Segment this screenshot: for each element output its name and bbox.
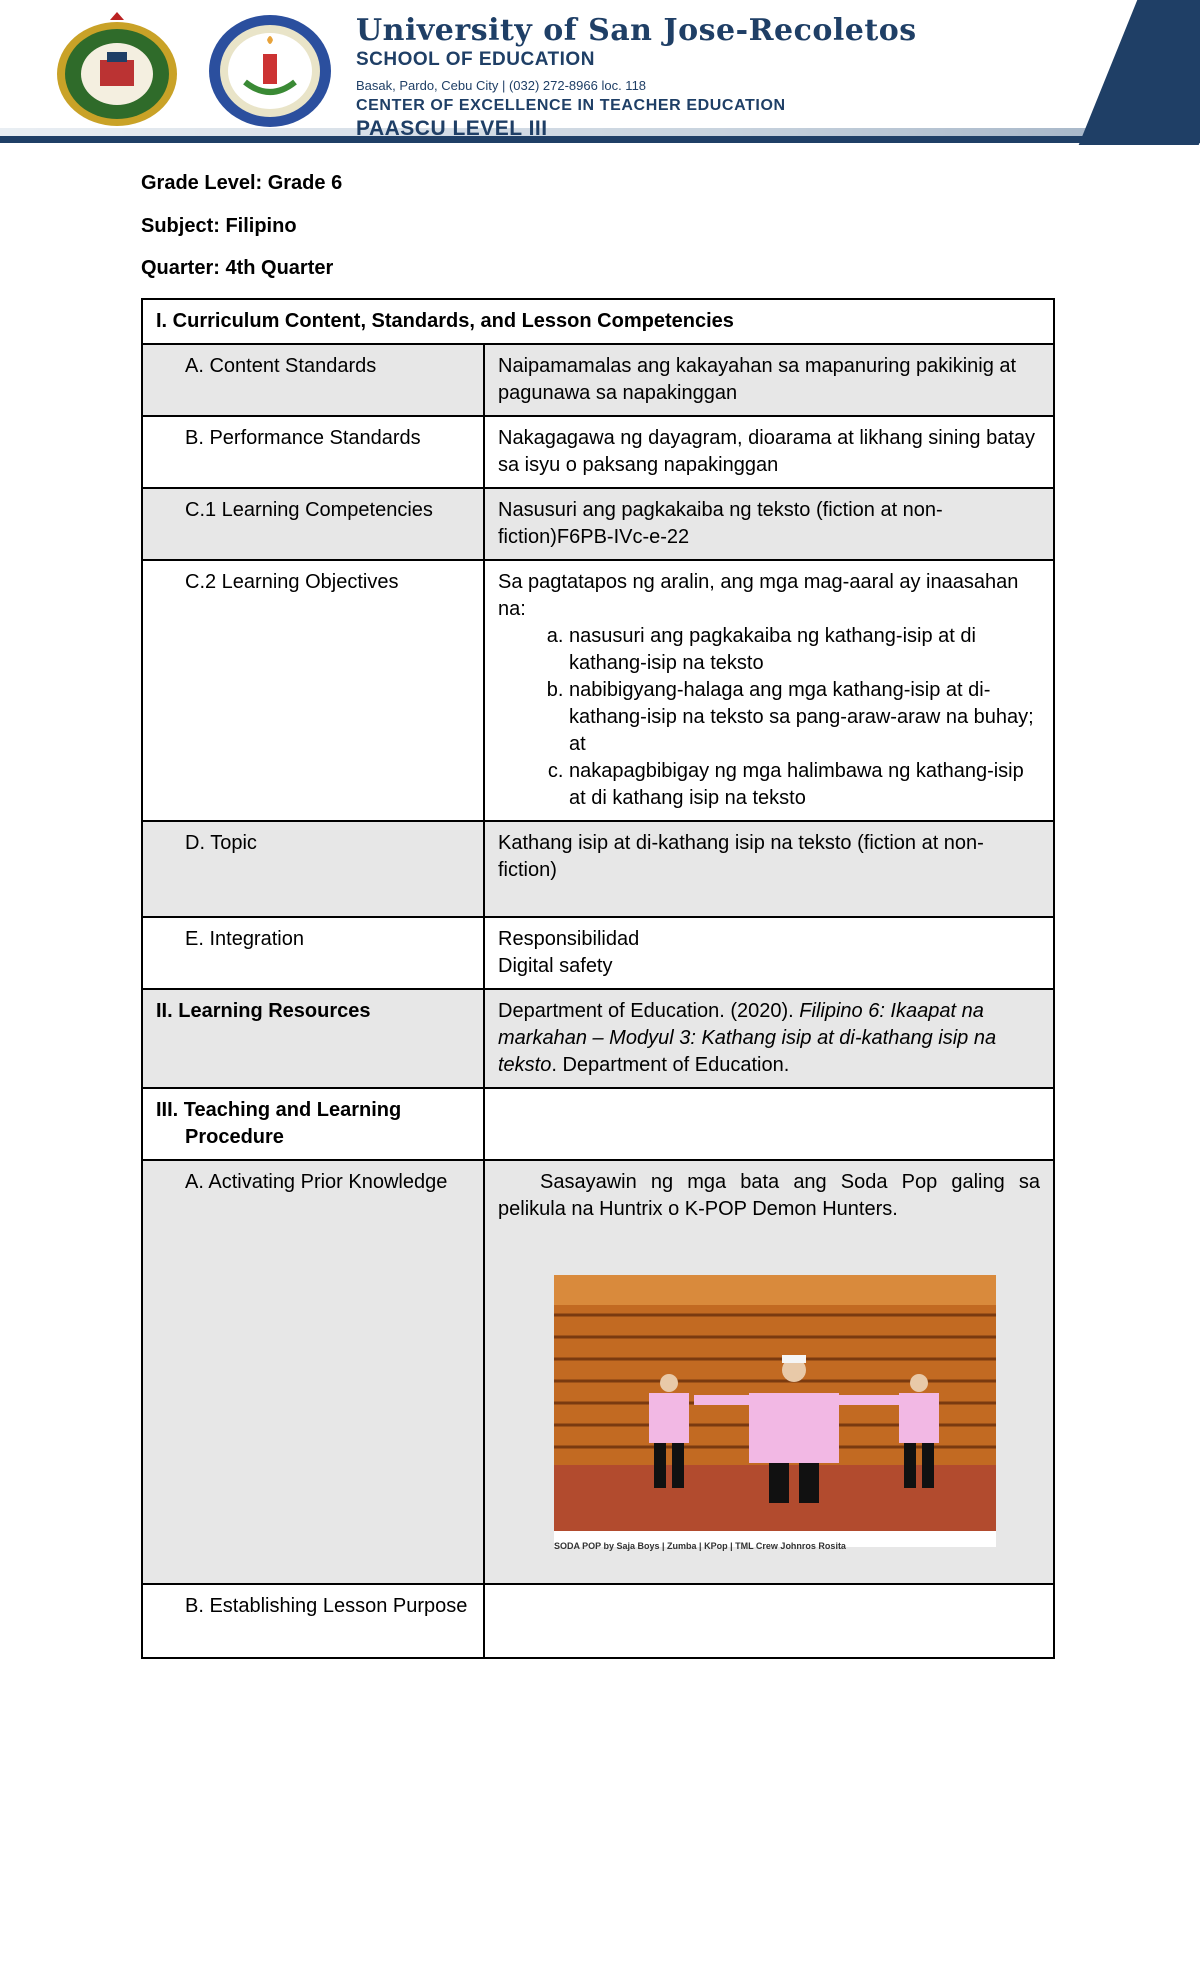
section3-title: III. Teaching and Learning: [156, 1099, 402, 1121]
row-label: C.2 Learning Objectives: [185, 571, 399, 593]
school-address: Basak, Pardo, Cebu City | (032) 272-8966 loc. 118: [356, 78, 647, 93]
row-value: Nasusuri ang pagkakaiba ng teksto (fiction at non-fiction)F6PB-IVc-e-22: [498, 499, 943, 548]
section3-title-cont: Procedure: [185, 1126, 284, 1148]
row-value: Nakagagawa ng dayagram, dioarama at likhang sining batay sa isyu o paksang napakinggan: [498, 427, 1036, 476]
section1-title: I. Curriculum Content, Standards, and Lesson Competencies: [142, 299, 1054, 344]
lesson-plan-table: [141, 298, 1055, 1659]
learning-resource-reference: [484, 989, 1054, 1088]
dance-photo: [554, 1275, 996, 1531]
section-header-row: [142, 299, 1054, 344]
table-row: [142, 560, 1054, 821]
objectives-list: [498, 623, 1040, 812]
table-row: [142, 416, 1054, 488]
row-label: D. Topic: [185, 832, 257, 854]
table-row: [142, 1584, 1054, 1658]
grade-level: Grade Level: Grade 6: [141, 172, 343, 194]
reference-author: Department of Education. (2020).: [498, 1000, 800, 1022]
center-of-excellence: CENTER OF EXCELLENCE IN TEACHER EDUCATION: [356, 97, 786, 114]
table-row: [142, 989, 1054, 1088]
table-row: [142, 1088, 1054, 1160]
letterhead-text: [356, 14, 917, 142]
row-label: B. Performance Standards: [185, 427, 421, 449]
table-row: [142, 488, 1054, 560]
objectives-intro: Sa pagtatapos ng aralin, ang mga mag-aaral ay inaasahan na:: [498, 571, 1019, 620]
integration-value-2: Digital safety: [498, 955, 613, 977]
reference-publisher: . Department of Education.: [551, 1054, 790, 1076]
soda-pop-dance-image: [554, 1275, 996, 1551]
quarter: Quarter: 4th Quarter: [141, 257, 334, 279]
accreditation-level: PAASCU LEVEL III: [356, 117, 548, 140]
row-value: Naipamamalas ang kakayahan sa mapanuring pakikinig at pagunawa sa napakinggan: [498, 355, 1017, 404]
list-item: c. nakapagbibigay ng mga halimbawa ng kathang-isip at di kathang isip na teksto: [569, 758, 1040, 812]
list-item: b. nabibigyang-halaga ang mga kathang-isip at di-kathang-isip na teksto sa pang-araw-araw na buhay; at: [569, 677, 1040, 758]
section2-title: II. Learning Resources: [142, 989, 484, 1088]
row-label: E. Integration: [185, 928, 304, 950]
row-label: A. Activating Prior Knowledge: [185, 1171, 448, 1193]
table-row: [142, 821, 1054, 917]
school-of-education-seal-icon: [205, 12, 335, 130]
header-corner: [1075, 0, 1200, 145]
table-row: [142, 917, 1054, 989]
row-label: A. Content Standards: [185, 355, 377, 377]
school-name: SCHOOL OF EDUCATION: [356, 49, 595, 70]
table-row: [142, 344, 1054, 416]
row-label: C.1 Learning Competencies: [185, 499, 433, 521]
image-caption: SODA POP by Saja Boys | Zumba | KPop | TML Crew Johnros Rosita: [554, 1531, 996, 1547]
university-name: University of San Jose-Recoletos: [356, 13, 917, 48]
integration-value-1: Responsibilidad: [498, 928, 640, 950]
row-label: B. Establishing Lesson Purpose: [185, 1595, 468, 1617]
row-value: Kathang isip at di-kathang isip na teksto (fiction at non-fiction): [498, 832, 984, 881]
reference-title: Filipino 6: Ikaapat na markahan – Modyul 3: Kathang isip at di-kathang isip na teksto: [498, 1000, 997, 1076]
subject: Subject: Filipino: [141, 215, 297, 237]
table-row: [142, 1160, 1054, 1584]
list-item: a. nasusuri ang pagkakaiba ng kathang-isip at di kathang-isip na teksto: [569, 623, 1040, 677]
university-seal-icon: [52, 12, 182, 130]
activating-text: Sasayawin ng mga bata ang Soda Pop galing sa pelikula na Huntrix o K-POP Demon Hunters.: [498, 1171, 1040, 1220]
letterhead: [0, 0, 1200, 145]
